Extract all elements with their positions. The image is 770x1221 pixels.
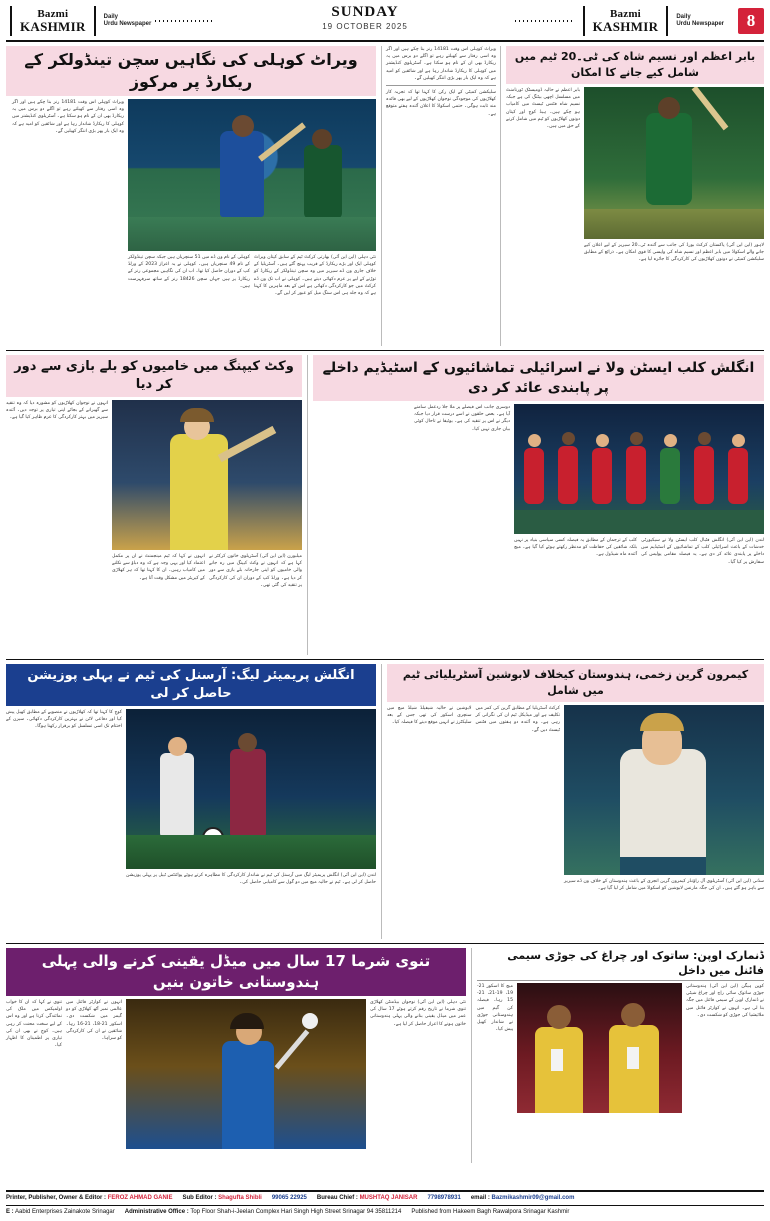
- photo-team: [514, 404, 764, 534]
- masthead-date: 19 OCTOBER 2025: [322, 22, 408, 31]
- article-tanvi: [6, 948, 466, 1163]
- masthead-day: SUNDAY: [331, 4, 399, 20]
- footer-label: email :: [470, 1195, 490, 1201]
- headline-green: کیمرون گرین زخمی، ہندوستان کیخلاف لابوشین آسٹریلیائی ٹیم میں شامل: [387, 664, 764, 702]
- tanvi-body-3: تنوی نے کہا کہ ان کا خواب اولمپکس میں ملک کی نمائندگی کرنا ہے اور وہ اس کے لیے سخت محنت کر رہی ہیں۔ کوچ نے بھی ان کی تیاری پر اطمینان کا اظہار کیا۔: [6, 1000, 62, 1049]
- brand-top: Bazmi: [37, 8, 69, 20]
- footer-phone-2: 7798978931: [427, 1195, 461, 1201]
- divider: [6, 350, 764, 351]
- footer-value: Aabid Enterprises Zainakote Srinagar: [15, 1209, 115, 1215]
- photo-soccer: [126, 709, 376, 869]
- masthead-dot-rule: [515, 20, 575, 22]
- photo-badminton: [126, 999, 366, 1149]
- footer-email[interactable]: Bazmikashmir09@gmail.com: [491, 1195, 575, 1201]
- photo-kohli: [128, 99, 376, 251]
- masthead: [6, 4, 764, 42]
- tanvi-body-2: انہوں نے کوارٹر فائنل میں عالمی نمبر آٹھ کھلاڑی کو دو گیمز میں شکست دی۔ اسکور 21-18، 21-16 رہا۔ شائقین نے ان کی کارکردگی کو سراہا۔: [66, 1000, 122, 1042]
- footer-label: Administrative Office :: [124, 1209, 189, 1215]
- footer-label: Sub Editor :: [182, 1195, 217, 1201]
- footer-value: FEROZ AHMAD GANIE: [107, 1195, 173, 1201]
- masthead-right-sub: Daily Urdu Newspaper: [676, 14, 724, 27]
- footer-line-2: [6, 1205, 764, 1217]
- wicket-body-1: میلبورن (این این آئی) آسٹریلوی خاتون کرکٹر نے کہا ہے کہ انہوں نے وکٹ کیپنگ میں رہ جانے والی خامیوں کو اپنی جارحانہ بلے بازی سے دور کر دیا ہے۔ ورلڈ کپ کے دوران ان کی کارکردگی پر تنقید کی گئی تھی۔: [209, 554, 302, 588]
- headline-premier: انگلش پریمیئر لیگ: آرسنل کی ٹیم نے پہلی پوزیشن حاصل کر لی: [6, 664, 376, 706]
- stadium-body-3: دوسری جانب اس فیصلے پر ملا جلا ردعمل سامنے آیا ہے۔ بعض حلقوں نے اسے درست قرار دیا جبکہ دیگر نے اس پر تنقید کی ہے۔ یوئیفا نے تاحال کوئی بیان جاری نہیں کیا۔: [414, 405, 510, 432]
- footer-imprint: [6, 1190, 764, 1217]
- premier-body-2: کوچ کا کہنا تھا کہ کھلاڑیوں نے منصوبے کے مطابق کھیل پیش کیا اور دفاعی لائن نے بہترین کارکردگی دکھائی۔ سیزن کے اختتام تک اسی تسلسل کو برقرار رکھنا ہوگا۔: [6, 710, 122, 730]
- photo-green: [564, 705, 764, 875]
- photo-wicket: [112, 400, 302, 550]
- article-wicket: [6, 355, 302, 655]
- article-stadium: [307, 355, 764, 655]
- tanvi-body-1: نئی دہلی (این این آئی) نوجوان بیڈمنٹن کھلاڑی تنوی شرما نے تاریخ رقم کرتے ہوئے 17 سال کی عمر میں میڈل یقینی بنانے والی پہلی ہندوستانی خاتون ہونے کا اعزاز حاصل کر لیا ہے۔: [370, 1000, 466, 1027]
- article-denmark: [471, 948, 764, 1163]
- kohli-body-2: کوہلی کے نام ون ڈے میں 51 سنچریاں ہیں جبکہ سچن تینڈولکر کے نام 49 سنچریاں ہیں۔ کوہلی نے یہ اعزاز 2023 کے ورلڈ کپ کے دوران حاصل کیا تھا۔ اب ان کی نگاہیں مجموعی رنز کے ریکارڈ پر ہیں جہاں سچن 18426 رنز کے ساتھ سرفہرست ہیں۔: [128, 255, 250, 289]
- stadium-body-2: کلب کے ترجمان کے مطابق یہ فیصلہ کسی سیاسی بنیاد پر نہیں بلکہ شائقین کی حفاظت کو مدنظر رکھتے ہوئے کیا گیا ہے۔ میچ آئندہ ماہ شیڈول ہے۔: [514, 538, 637, 558]
- headline-denmark: ڈنمارک اوپن: ساتوک اور چراغ کی جوڑی سیمی فائنل میں داخل: [507, 949, 764, 977]
- divider: [6, 659, 764, 660]
- headline-tanvi: تنوی شرما 17 سال میں میڈل یقینی کرنے والی پہلی ہندوستانی خاتون بنیں: [6, 948, 466, 996]
- masthead-rule: [666, 6, 668, 36]
- green-body-3: لابوشین نے حالیہ شیفیلڈ شیلڈ میچ میں سنچری اسکور کی تھی جس کے بعد سلیکٹرز نے انہیں موقع دینے کا فیصلہ کیا۔: [387, 706, 472, 726]
- footer-label: Printer, Publisher, Owner & Editor :: [6, 1195, 107, 1201]
- masthead-right-logo: Bazmi KASHMIR: [592, 8, 659, 34]
- photo-babar: [584, 87, 764, 239]
- masthead-dot-rule: [155, 20, 215, 22]
- photo-pair: [517, 983, 682, 1113]
- center-column: [381, 46, 501, 346]
- footer-value: MUSHTAQ JANISAR: [359, 1195, 418, 1201]
- headline-stadium: انگلش کلب ایسٹن ولا نے اسرائیلی تماشائیوں کے اسٹیڈیم داخلے پر پابندی عائد کر دی: [313, 355, 764, 401]
- wicket-body-2: انہوں نے کہا کہ ٹیم مینجمنٹ نے ان پر مکمل اعتماد کیا اور یہی وجہ ہے کہ وہ دباؤ سے نکلنے میں کامیاب رہیں۔ ان کا کہنا تھا کہ ہر کھلاڑی کے کیریئر میں مشکل وقت آتا ہے۔: [112, 554, 205, 581]
- stadium-body-1: لندن (این این آئی) انگلش فٹبال کلب ایسٹن ولا نے سیکیورٹی خدشات کے باعث اسرائیلی کلب کے تماشائیوں کے اسٹیڈیم میں داخلے پر پابندی عائد کر دی ہے۔ یہ فیصلہ مقامی پولیس کی سفارش پر کیا گیا۔: [641, 538, 764, 565]
- headline-wicket: وکٹ کیپنگ میں خامیوں کو بلے بازی سے دور کر دیا: [6, 355, 302, 397]
- center-col-text-a: ویراٹ کوہلی اس وقت 14181 رنز بنا چکے ہیں اور اگر وہ اسی رفتار سے کھیلتے رہے تو اگلے دو برس میں یہ ریکارڈ بھی ان کے نام ہو سکتا ہے۔ آسٹریلوی کنڈیشنز میں کوہلی کا ریکارڈ شاندار رہا ہے اور شائقین کو امید ہے کہ وہ ایک بار پھر بڑی اننگز کھیلیں گے۔: [386, 47, 496, 81]
- masthead-rule: [10, 6, 12, 36]
- kohli-body-1: نئی دہلی (این این آئی) بھارتی کرکٹ ٹیم کے سابق کپتان ویراٹ کوہلی ایک اور بڑے ریکارڈ کے قریب پہنچ گئے ہیں۔ آسٹریلیا کے خلاف جاری ون ڈے سیریز میں وہ سچن تینڈولکر کے ریکارڈ کو توڑنے کے لیے پر عزم دکھائی دیتے ہیں۔ کوہلی نے اب تک ون ڈے کرکٹ میں جو کارکردگی دکھائی ہے اس کے بعد ماہرین کا کہنا ہے کہ وہ جلد ہی اس سنگ میل کو عبور کر لیں گے۔: [254, 255, 376, 297]
- brand-bottom: KASHMIR: [20, 19, 86, 34]
- headline-babar: بابر اعظم اور نسیم شاہ کی ٹی۔20 ٹیم میں شامل کیے جانے کا امکان: [506, 46, 764, 84]
- footer-line-1: [6, 1194, 764, 1203]
- article-kohli: [6, 46, 376, 346]
- footer-label: E :: [6, 1209, 14, 1215]
- babar-body-2: بابر اعظم نے حالیہ ڈومیسٹک ٹورنامنٹ میں مسلسل اچھی بیٹنگ کی ہے جبکہ نسیم شاہ فٹنس ٹیسٹ میں کامیاب ہو چکے ہیں۔ ہیڈ کوچ اور کپتان دونوں کھلاڑیوں کو ٹیم میں شامل کرنے کے حق میں ہیں۔: [506, 88, 580, 130]
- footer-value: Top Floor Shah-i-Jeelan Complex Hari Singh High Street Srinagar 94 35811214: [190, 1209, 402, 1215]
- babar-body-1: لاہور (این این آئی) پاکستان کرکٹ بورڈ کی جانب سے آئندہ ٹی۔20 سیریز کے لیے اعلان کیے جانے والے اسکواڈ میں بابر اعظم اور نسیم شاہ کی واپسی کا قوی امکان ہے۔ ذرائع کے مطابق سلیکشن کمیٹی نے دونوں کھلاڑیوں کی کارکردگی کا جائزہ لیا ہے۔: [584, 243, 764, 263]
- footer-published-from: Published from Hakeem Bagh Rawalpora Srinagar Kashmir: [411, 1209, 570, 1215]
- top-section: [6, 46, 764, 346]
- footer-phone: 99065 22925: [271, 1195, 307, 1201]
- masthead-left-sub: Daily Urdu Newspaper: [103, 14, 152, 27]
- denmark-body-2: میچ کا اسکور 21-19، 19-21، 21-15 رہا۔ فیصلہ کن گیم میں ہندوستانی جوڑی نے شاندار کھیل پیش کیا۔: [477, 984, 513, 1033]
- green-body-1: سڈنی (این این آئی) آسٹریلوی آل راؤنڈر کیمرون گرین انجری کے باعث ہندوستان کے خلاف ون ڈے سیریز سے باہر ہو گئے ہیں۔ ان کی جگہ مارنس لابوشین کو اسکواڈ میں شامل کر لیا گیا ہے۔: [564, 879, 764, 892]
- premier-body-1: لندن (این این آئی) انگلش پریمیئر لیگ میں آرسنل کی ٹیم نے شاندار کارکردگی کا مظاہرہ کرتے ہوئے پوائنٹس ٹیبل پر پہلی پوزیشن حاصل کر لی ہے۔ ٹیم نے حالیہ میچ میں دو گول سے کامیابی حاصل کی۔: [126, 873, 376, 886]
- divider: [6, 943, 764, 944]
- page-number-badge: 8: [738, 8, 764, 34]
- masthead-left-logo: [20, 9, 86, 33]
- footer-value: Shagufta Shibli: [218, 1195, 262, 1201]
- wicket-body-3: انہوں نے نوجوان کھلاڑیوں کو مشورہ دیا کہ وہ تنقید سے گھبرانے کے بجائے اپنی تیاری پر توجہ دیں۔ آئندہ سیریز میں بہتر کارکردگی کا عزم ظاہر کیا گیا ہے۔: [6, 401, 108, 421]
- footer-label: Bureau Chief :: [316, 1195, 358, 1201]
- masthead-left: [6, 4, 215, 38]
- denmark-body-1: کوپن ہیگن (این این آئی) ہندوستانی جوڑی ساتوک سائی راج اور چراغ شیٹی نے ڈنمارک اوپن کے سیمی فائنل میں جگہ بنا لی ہے۔ انہوں نے کوارٹر فائنل میں ملائیشیا کی جوڑی کو شکست دی۔: [686, 984, 764, 1018]
- article-green: [381, 664, 764, 939]
- kohli-body-3: ویراٹ کوہلی اس وقت 14181 رنز بنا چکے ہیں اور اگر وہ اسی رفتار سے کھیلتے رہے تو اگلے دو برس میں یہ ریکارڈ بھی ان کے نام ہو سکتا ہے۔ آسٹریلوی کنڈیشنز میں کوہلی کا ریکارڈ شاندار رہا ہے اور شائقین کو امید ہے کہ وہ ایک بار پھر بڑی اننگز کھیلیں گے۔: [12, 100, 124, 134]
- masthead-rule: [94, 6, 96, 36]
- article-babar: [506, 46, 764, 346]
- bottom-section: [6, 948, 764, 1163]
- article-premier: [6, 664, 376, 939]
- masthead-rule: [583, 6, 585, 36]
- headline-kohli: ویراٹ کوہلی کی نگاہیں سچن تینڈولکر کے ریکارڈ پر مرکوز: [6, 46, 376, 96]
- center-col-text-b: سلیکشن کمیٹی کے ایک رکن کا کہنا تھا کہ تجربہ کار کھلاڑیوں کی موجودگی نوجوان کھلاڑیوں کے لیے بھی فائدہ مند ثابت ہوگی۔ حتمی اسکواڈ کا اعلان آئندہ ہفتے متوقع ہے۔: [386, 90, 496, 117]
- middle-section: [6, 355, 764, 655]
- lower-section: [6, 664, 764, 939]
- masthead-right: [515, 4, 764, 38]
- green-body-2: کرکٹ آسٹریلیا کے مطابق گرین کی کمر میں تکلیف ہے اور میڈیکل ٹیم ان کی نگرانی کر رہی ہے۔ وہ آئندہ دو ہفتوں میں فٹنس ٹیسٹ دیں گے۔: [475, 706, 560, 733]
- masthead-date-block: [215, 4, 514, 38]
